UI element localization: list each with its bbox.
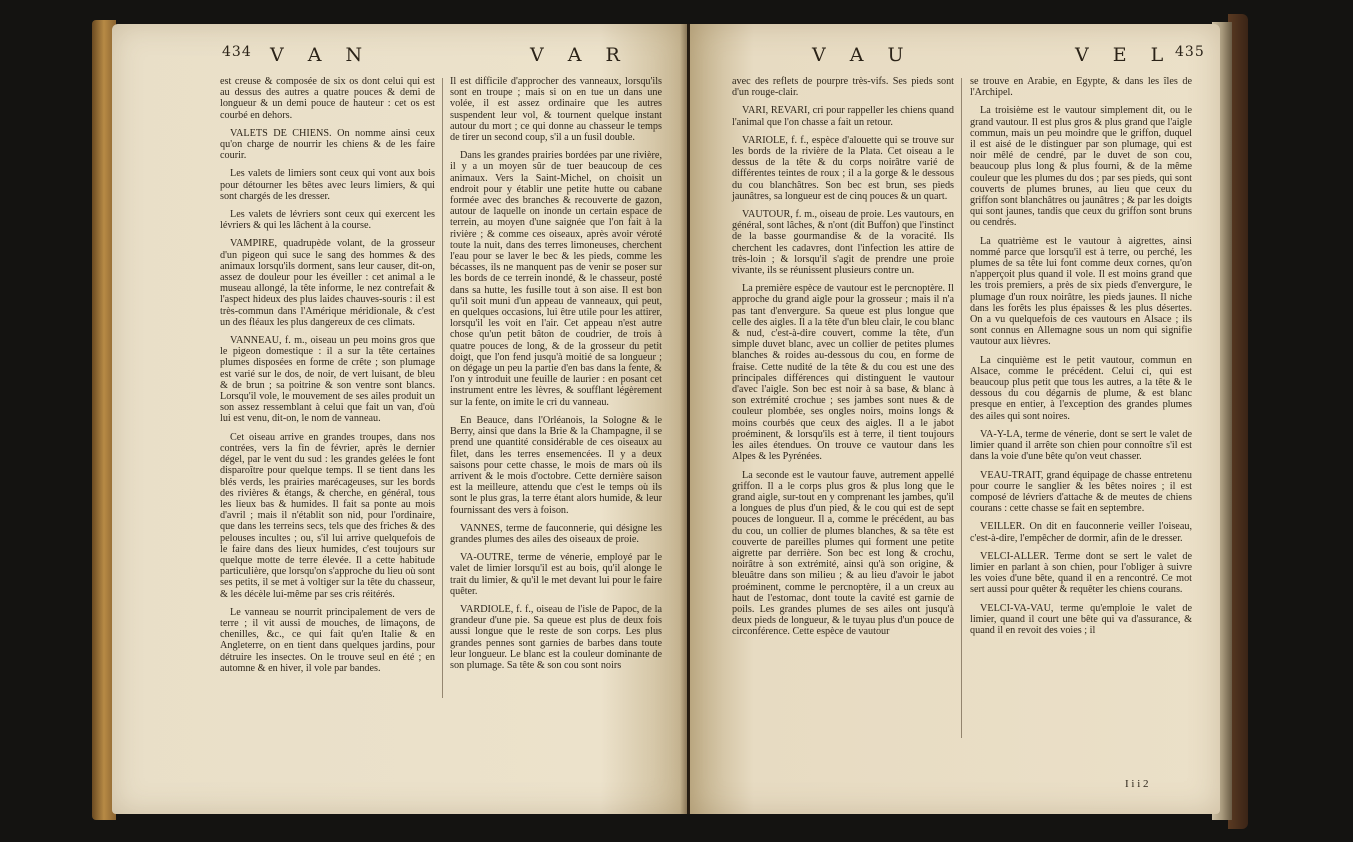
paragraph: La première espèce de vautour est le percnoptère. Il approche du grand aigle pour la grosseur ; mais il n'a pas tant d'envergure. Sa queue est plus longue que celle des aigles. Il a la tête d'un bleu clair, le cou blanc & nud, c'est-à-dire couvert, comme la tête, d'un simple duvet blanc, avec un collier de petites plumes blanches & roides au-dessous du cou, en forme de fraise. Cette nudité de la tête & du cou est une des principales différences qui distinguent le vautour d'avec l'aigle. Son bec est noir à sa base, & blanc à son extrémité crochue ; ses jambes sont nues & de couleur plombée, ses ongles noirs, moins longs & moins courbés que ceux des aigles. Il a le jabot proéminent, & lorsqu'ils est à terre, il tient toujours les ailes étendues. On trouve ce vautour dans les Alpes & les Pyrénées.	[732, 283, 954, 463]
paragraph: VEILLER. On dit en fauconnerie veiller l'oiseau, c'est-à-dire, l'empêcher de dormir, afin de le dresser.	[970, 521, 1192, 544]
paragraph: VAMPIRE, quadrupède volant, de la grosseur d'un pigeon qui suce le sang des hommes & des animaux lorsqu'ils dorment, sans leur causer, dit-on, assez de douleur pour les éveiller : cet animal a le museau allongé, la tête informe, le nez contrefait & l'aspect hideux des plus laides chauves-souris : il est très-commun dans l'Amérique méridionale, & c'est un des fléaux les plus dangereux de ces climats.	[220, 238, 435, 328]
left-page-number: 434	[222, 44, 252, 60]
paragraph: La quatrième est le vautour à aigrettes, ainsi nommé parce que lorsqu'il est à terre, ou perché, les plumes de sa tête lui font comme deux cornes, qu'on n'apperçoit plus quand il vole. Il est moins grand que les trois premiers, a près de six pieds d'envergure, le plumage d'un roux noirâtre, les pieds jaunes. Il niche dans les forêts les plus épaisses & les plus désertes. On a vu quelquefois de ces vautours en Alsace ; ils sont connus en Allemagne sous un nom qui signifie vautour aux lièvres.	[970, 235, 1192, 348]
right-page-column-1	[732, 76, 954, 645]
paragraph: VA-OUTRE, terme de vénerie, employé par le valet de limier lorsqu'il est au bois, qu'il alonge le trait du limier, & qu'il le met devant lui pour le faire quêter.	[450, 552, 662, 597]
right-running-head-right: V E L	[1075, 44, 1173, 66]
paragraph: VANNEAU, f. m., oiseau un peu moins gros que le pigeon domestique : il a sur la tête certaines plumes disposées en forme de crête ; son plumage est varié sur le dos, de noir, de vert luisant, de bleu & de brun ; sa poitrine & son ventre sont blancs. Lorsqu'il vole, le mouvement de ses ailes produit un son assez ressemblant à celui que fait un van, d'où lui est venu, dit-on, le nom de vanneau.	[220, 335, 435, 425]
paragraph: VANNES, terme de fauconnerie, qui désigne les grandes plumes des ailes des oiseaux de proie.	[450, 522, 662, 545]
paragraph: La cinquième est le petit vautour, commun en Alsace, comme le précédent. Celui ci, qui est beaucoup plus petit que tous les autres, a la tête & le dessous du cou dégarnis de plume, & est blanc presque en entier, à l'exception des grandes plumes des ailes qui sont noires.	[970, 354, 1192, 422]
paragraph: avec des reflets de pourpre très-vifs. Ses pieds sont d'un rouge-clair.	[732, 76, 954, 99]
paragraph: Cet oiseau arrive en grandes troupes, dans nos contrées, vers la fin de février, après le dernier dégel, par le vent du sud : les grandes gelées le font disparoître pour quelque temps. Il se tient dans les blés verds, les prairies marécageuses, sur les bords des rivières & étangs, & cherche, en général, tous les lieux bas & humides. Il fait sa ponte au mois d'avril ; mais il n'établit son nid, pour l'ordinaire, que dans les terreins secs, tels que des friches & des pelouses incultes ; ou, s'il lui arrive quelquefois de le faire dans des lieux humides, c'est toujours sur quelque motte de terre élevée. Il a cette habitude particulière, que lorsqu'on s'approche du lieu où sont ses petits, il se met à voltiger sur la tête du chasseur, & les décèle lui-même par ses cris réitérés.	[220, 431, 435, 600]
left-page-column-1	[220, 76, 435, 681]
paragraph: Il est difficile d'approcher des vanneaux, lorsqu'ils sont en troupe ; mais si on en tue un dans une volée, il est assez ordinaire que les autres suspendent leur vol, & tournent quelque instant autour du mort ; ce qui donne au chasseur le temps de tirer un second coup, s'il a un fusil double.	[450, 76, 662, 144]
right-page-column-2	[970, 76, 1192, 643]
left-running-head-left: V A N	[270, 44, 372, 66]
paragraph: VARDIOLE, f. f., oiseau de l'isle de Papoc, de la grandeur d'une pie. Sa queue est plus de deux fois aussi longue que le reste de son corps. Les plus grandes pennes sont garnies de barbes dans toute leur longueur. Le blanc est la couleur dominante de son plumage. Sa tête & son cou sont noirs	[450, 603, 662, 671]
paragraph: Les valets de limiers sont ceux qui vont aux bois pour détourner les bêtes avec leurs limiers, & qui sont chargés de les dresser.	[220, 168, 435, 202]
paragraph: La seconde est le vautour fauve, autrement appellé griffon. Il a le corps plus gros & plus long que le grand aigle, sur-tout en y comprenant les jambes, qu'il a longues de plus d'un pied, & le cou qui est de sept pouces de longueur. Il a, comme le précédent, au bas du cou, un collier de plumes blanches, & sa tête est couverte de pareilles plumes qui forment une petite aigrette par derrière. Son bec est long & crochu, noirâtre à son extrémité, ainsi qu'à son origine, & bleuâtre dans son milieu ; & au lieu d'avoir le jabot proéminent, comme le percnoptère, il a un creux au haut de l'estomac, dont toute la cavité est garnie de poils. Les grandes plumes de ses ailes ont jusqu'à deux pieds de longueur, & le tuyau plus d'un pouce de circonférence. Cette espèce de vautour	[732, 469, 954, 638]
column-rule	[442, 78, 443, 698]
signature-mark: I i i 2	[1125, 778, 1149, 790]
paragraph: VARIOLE, f. f., espèce d'alouette qui se trouve sur les bords de la rivière de la Plata. Cet oiseau a le dessus de la tête & du corps noirâtre varié de différentes teintes de roux ; il a la gorge & le dessous du cou blanchâtres. Son bec est brun, ses pieds jaunâtres, sa longueur est de cinq pouces & un quart.	[732, 134, 954, 202]
column-rule	[961, 78, 962, 738]
paragraph: La troisième est le vautour simplement dit, ou le grand vautour. Il est plus gros & plus grand que l'aigle commun, mais un peu moindre que le griffon, duquel il est aisé de le distinguer par son plumage, qui est noir mêlé de cendré, par le duvet de son cou, beaucoup plus long & plus fourni, & de la même couleur que les plumes du dos ; par ses pieds, qui sont couverts de plumes brunes, au lieu que ceux du griffon sont blanchâtres ou jaunâtres ; & par les doigts qui sont jaunes, tandis que ceux du griffon sont bruns ou cendrés.	[970, 105, 1192, 229]
paragraph: Le vanneau se nourrit principalement de vers de terre ; il vit aussi de mouches, de limaçons, de chenilles, &c., ce qui fait qu'en Italie & en Angleterre, on en tient dans quelques jardins, pour détruire les insectes. On le trouve seul en été ; en automne & en hiver, il vole par bandes.	[220, 606, 435, 674]
paragraph: VALETS DE CHIENS. On nomme ainsi ceux qu'on charge de nourrir les chiens & de les faire courir.	[220, 127, 435, 162]
paragraph: VAUTOUR, f. m., oiseau de proie. Les vautours, en général, sont lâches, & n'ont (dit Buffon) que l'instinct de la basse gourmandise & de la voracité. Ils cherchent les cadavres, dont l'infection les attire de très-loin ; & lorsqu'il s'agit de prendre une proie vivante, ils se réunissent plusieurs contre un.	[732, 209, 954, 277]
paragraph: Les valets de lévriers sont ceux qui exercent les lévriers & qui les lâchent à la course.	[220, 209, 435, 232]
left-page-column-2	[450, 76, 662, 678]
paragraph: VELCI-ALLER. Terme dont se sert le valet de limier en parlant à son chien, pour l'obliger à suivre les voies d'une bête, quand il en a rencontré. Ce mot sert aussi pour quêter & requêter les chiens courans.	[970, 550, 1192, 596]
paragraph: est creuse & composée de six os dont celui qui est au dessus des autres a quatre pouces & demi de longueur & un demi pouce de hauteur : cet os est courbé en dehors.	[220, 76, 435, 121]
paragraph: se trouve en Arabie, en Egypte, & dans les îles de l'Archipel.	[970, 76, 1192, 99]
paragraph: En Beauce, dans l'Orléanois, la Sologne & le Berry, ainsi que dans la Brie & la Champagne, il se prend une quantité considérable de ces oiseaux au filet, dans les terres ensemencées. Il y a deux saisons pour cette chasse, le mois de mars où ils arrivent & le mois d'octobre. Cette dernière saison est la meilleure, attendu que c'est le temps où ils sont le plus gras, la terre étant alors humide, & leur fournissant des vers à foison.	[450, 414, 662, 516]
right-running-head-left: V A U	[812, 44, 913, 66]
paragraph: VEAU-TRAIT, grand équipage de chasse entretenu pour courre le sanglier & les bêtes noires ; il est composé de lévriers d'attache & de meutes de chiens courans : cette chasse se fait en septembre.	[970, 469, 1192, 515]
paragraph: VARI, REVARI, cri pour rappeller les chiens quand l'animal que l'on chasse a fait un retour.	[732, 105, 954, 128]
left-running-head-right: V A R	[530, 44, 629, 66]
paragraph: VELCI-VA-VAU, terme qu'emploie le valet de limier, quand il court une bête qui va d'assurance, & quand il en revoit des voies ; il	[970, 602, 1192, 636]
paragraph: Dans les grandes prairies bordées par une rivière, il y a un moyen sûr de tuer beaucoup de ces animaux. Vers la Saint-Michel, on choisit un endroit pour y établir une petite hutte ou cabane formée avec des branches & recouverte de gazon, autour de laquelle on inonde un certain espace de terrein, au moyen d'une saignée que l'on fait à la rivière ; & comme ces oiseaux, après avoir véroté toute la nuit, dans des terres limoneuses, cherchent l'eau pour se laver le bec & les pieds, comme les bécasses, ils ne manquent pas de venir se poser sur les bords de ce terrein inondé, & le chasseur, posté dans sa hutte, les fusille tout à son aise. Il est bon qu'il soit muni d'un appeau de vanneaux, qui peut, en quelques occasions, lui être utile pour les attirer, lorsqu'il les voit en l'air. Cet appeau n'est autre chose qu'un petit bâton de coudrier, de trois à quatre pouces de long, & de la grosseur du petit doigt, que l'on fend jusqu'à moitié de sa longueur ; on dégage un peu la partie d'en bas dans la fente, & l'on y introduit une feuille de laurier : en posant cet instrument entre les lèvres, & soufflant légèrement sur la fente, on imite le cri du vanneau.	[450, 150, 662, 408]
right-page-number: 435	[1175, 44, 1205, 60]
paragraph: VA-Y-LA, terme de vénerie, dont se sert le valet de limier quand il arrête son chien pour connoître s'il est dans la voie d'une bête qu'on veut chasser.	[970, 428, 1192, 463]
